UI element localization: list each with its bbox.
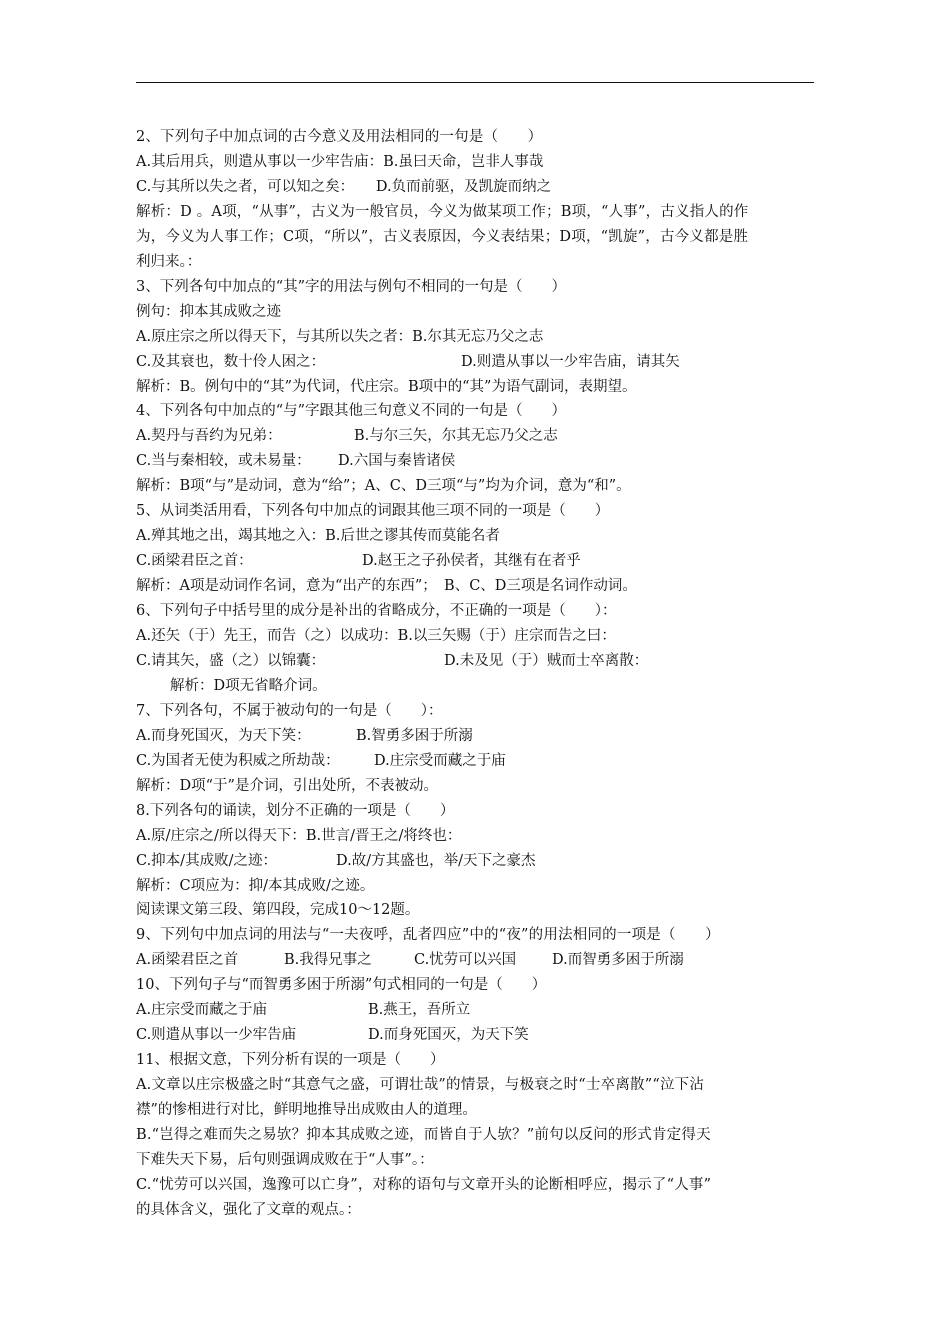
document-page: 2、下列句子中加点词的古今意义及用法相同的一句是（ ） A.其后用兵，则遣从事以一少牢告庙：B.虽曰天命，岂非人事哉 C.与其所以失之者，可以知之矣： D.负而前驱，及凯旋而纳之 解析：D 。A项，“从事”，古义为一般官员，今义为做某项工作；B项，“人事”，古义指人的作 为，今义为人事工作；C项，“所以”，古义表原因，今义表结果；D项，“凯旋”，古今义都是胜 利归来。： 3、下列各句中加点的“其”字的用法与例句不相同的一句是（ ） 例句：抑本其成败之迹 A.原庄宗之所以得天下，与其所以失之者：B.尔其无忘乃父之志 C.及其衰也，数十伶人困之： D.则遣从事以一少牢告庙，请其矢 解析：B。例句中的“其”为代词，代庄宗。B项中的“其”为语气副词，表期望。 4、下列各句中加点的“与”字跟其他三句意义不同的一句是（ ） A.契丹与吾约为兄弟： B.与尔三矢，尔其无忘乃父之志 C.当与秦相较，或未易量： D.六国与秦皆诸侯 解析：B项“与”是动词，意为“给”；A、C、D三项“与”均为介词，意为“和”。 5、从词类活用看，下列各句中加点的词跟其他三项不同的一项是（ ） A.殚其地之出，竭其地之入：B.后世之谬其传而莫能名者 C.函梁君臣之首： D.赵王之子孙侯者，其继有在者乎 解析：A项是动词作名词，意为“出产的东西”； B、C、D三项是名词作动词。 6、下列句子中括号里的成分是补出的省略成分，不正确的一项是（ ）： A.还矢（于）先王，而告（之）以成功：B.以三矢赐（于）庄宗而告之曰： C.请其矢，盛（之）以锦囊： D.未及见（于）贼而士卒离散： 解析：D项无省略介词。 7、下列各句，不属于被动句的一句是（ ）： A.而身死国灭，为天下笑： B.智勇多困于所溺 C.为国者无使为积威之所劫哉： D.庄宗受而藏之于庙 解析：D项“于”是介词，引出处所，不表被动。 8.下列各句的诵读，划分不正确的一项是（ ） A.原/庄宗之/所以得天下：B.世言/晋王之/将终也： C.抑本/其成败/之迹： D.故/方其盛也，举/天下之豪杰 解析：C项应为：抑/本其成败/之迹。 阅读课文第三段、第四段，完成10～12题。 9、下列句中加点词的用法与“一夫夜呼，乱者四应”中的“夜”的用法相同的一项是（ ） A.函梁君臣之首 B.我得兄事之 C.忧劳可以兴国 D.而智勇多困于所溺 10、下列句子与“而智勇多困于所溺”句式相同的一句是（ ） A.庄宗受而藏之于庙 B.燕王，吾所立 C.则遣从事以一少牢告庙 D.而身死国灭，为天下笑 11、根据文意，下列分析有误的一项是（ ） A.文章以庄宗极盛之时“其意气之盛，可谓壮哉”的情景，与极衰之时“士卒离散”“泣下沾 襟”的惨相进行对比，鲜明地推导出成败由人的道理。 B.“岂得之难而失之易欤？抑本其成败之迹，而皆自于人欤？”前句以反问的形式肯定得天 下难失天下易，后句则强调成败在于“人事”。： C.“忧劳可以兴国，逸豫可以亡身”，对称的语句与文章开头的论断相呼应，揭示了“人事” 的具体含义，强化了文章的观点。： bbox=[0, 0, 950, 1344]
header-rule bbox=[136, 82, 814, 83]
